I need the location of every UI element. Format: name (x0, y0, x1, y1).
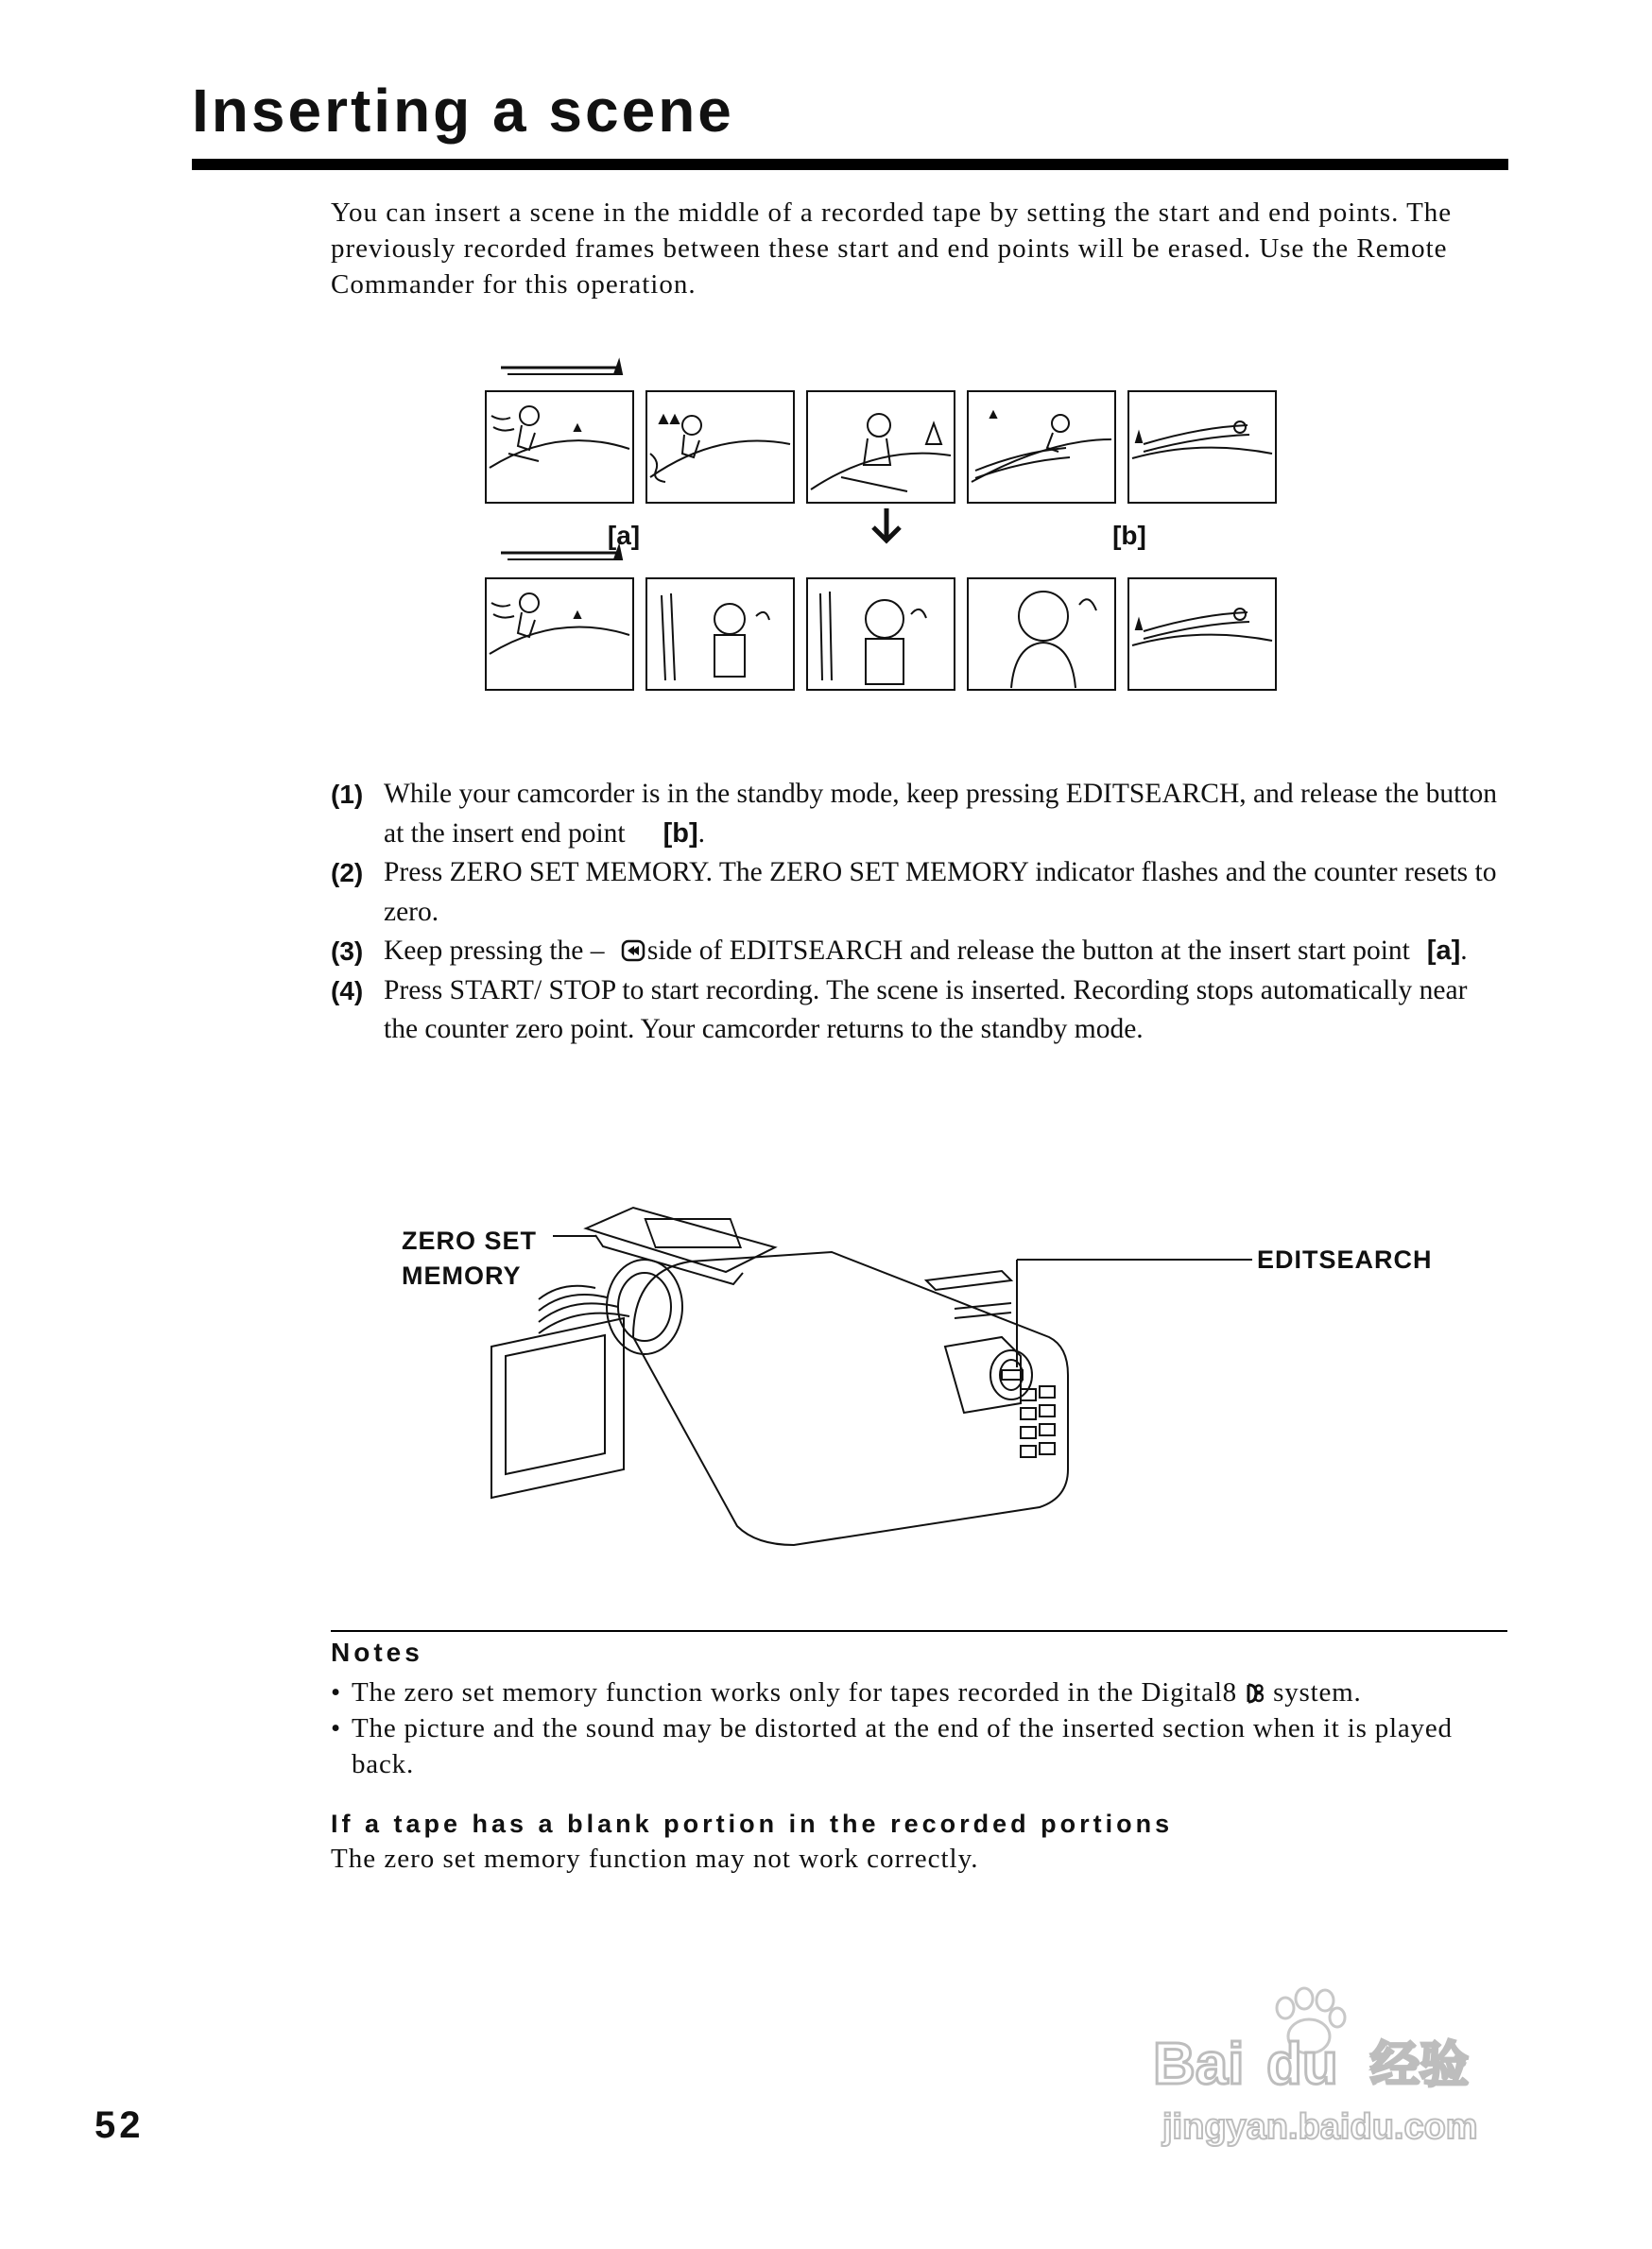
zero-set-memory-label: ZERO SET MEMORY (402, 1227, 538, 1290)
notes-heading: Notes (331, 1638, 423, 1667)
step-text: While your camcorder is in the standby mode, keep pressing EDITSEARCH, and release the button at the insert end point (384, 779, 1498, 849)
editsearch-label: EDITSEARCH (1257, 1245, 1433, 1274)
step-number: (3) (331, 936, 364, 966)
title-rule (192, 159, 1508, 170)
blank-portion-text: The zero set memory function may not work correctly. (331, 1844, 979, 1874)
step-ref-b: [b] (663, 817, 698, 849)
step-3 (331, 932, 1503, 971)
frame-top-2 (646, 391, 794, 503)
step-4 (331, 971, 1503, 1050)
watermark-url: jingyan.baidu.com (1162, 2107, 1478, 2147)
scene-label-a: [a] (607, 521, 641, 550)
page-number: 52 (95, 2104, 145, 2146)
playback-arrow-bottom (501, 546, 622, 559)
frame-bottom-5 (1128, 578, 1276, 690)
step-1 (331, 775, 1503, 853)
intro-paragraph: You can insert a scene in the middle of a recorded tape by setting the start and end points. The previously recorded frames between these start and end points will be erased. Use the Remote Commander for this operation. (331, 197, 1453, 300)
step-text: Keep pressing the – (384, 936, 605, 966)
frame-bottom-1 (486, 578, 633, 690)
digital8-logo-icon (1247, 1683, 1264, 1704)
steps-list (331, 775, 1503, 1050)
step-number: (1) (331, 780, 364, 809)
step-number: (4) (331, 975, 364, 1005)
frame-bottom-3 (807, 578, 955, 690)
step-text: Press START/ STOP to start recording. The scene is inserted. Recording stops automatically near the counter zero point. Your camcorder returns to the standby mode. (384, 974, 1468, 1044)
down-arrow-icon (873, 508, 900, 541)
step-2 (331, 853, 1503, 932)
note-item: • The picture and the sound may be distorted at the end of the inserted section when it is played back. (331, 1713, 1453, 1779)
frame-top-3 (807, 391, 955, 503)
camera-illustration (397, 1186, 1455, 1583)
step-period: . (1460, 936, 1468, 966)
frame-bottom-4 (968, 578, 1115, 690)
frame-top-1 (486, 391, 633, 503)
rewind-icon (621, 939, 645, 962)
page-title: Inserting a scene (192, 77, 734, 145)
notes-list (331, 1674, 1507, 1782)
watermark-cn: 经验 (1370, 2038, 1470, 2093)
step-period: . (697, 817, 706, 849)
scene-label-b: [b] (1112, 521, 1146, 550)
frame-bottom-2 (646, 578, 794, 690)
camcorder (491, 1252, 1068, 1545)
frame-top-5 (1128, 391, 1276, 503)
scene-illustration (482, 350, 1304, 709)
step-ref-a: [a] (1426, 936, 1461, 966)
notes-rule (331, 1630, 1507, 1632)
playback-arrow-top (501, 361, 622, 374)
step-text: Press ZERO SET MEMORY. The ZERO SET MEMORY indicator flashes and the counter resets to zero. (384, 857, 1497, 927)
frame-top-4 (968, 391, 1115, 503)
blank-portion-heading: If a tape has a blank portion in the recorded portions (331, 1810, 1174, 1838)
baidu-watermark (1144, 1970, 1550, 2150)
remote-commander (586, 1208, 775, 1284)
note-item: • The zero set memory function works only for tapes recorded in the Digital8 system. (331, 1677, 1362, 1708)
step-number: (2) (331, 858, 364, 887)
step-text-cont: side of EDITSEARCH and release the button at the insert start point (646, 936, 1410, 966)
watermark-brand-du: du (1266, 2032, 1338, 2097)
watermark-brand: Bai (1153, 2032, 1245, 2097)
